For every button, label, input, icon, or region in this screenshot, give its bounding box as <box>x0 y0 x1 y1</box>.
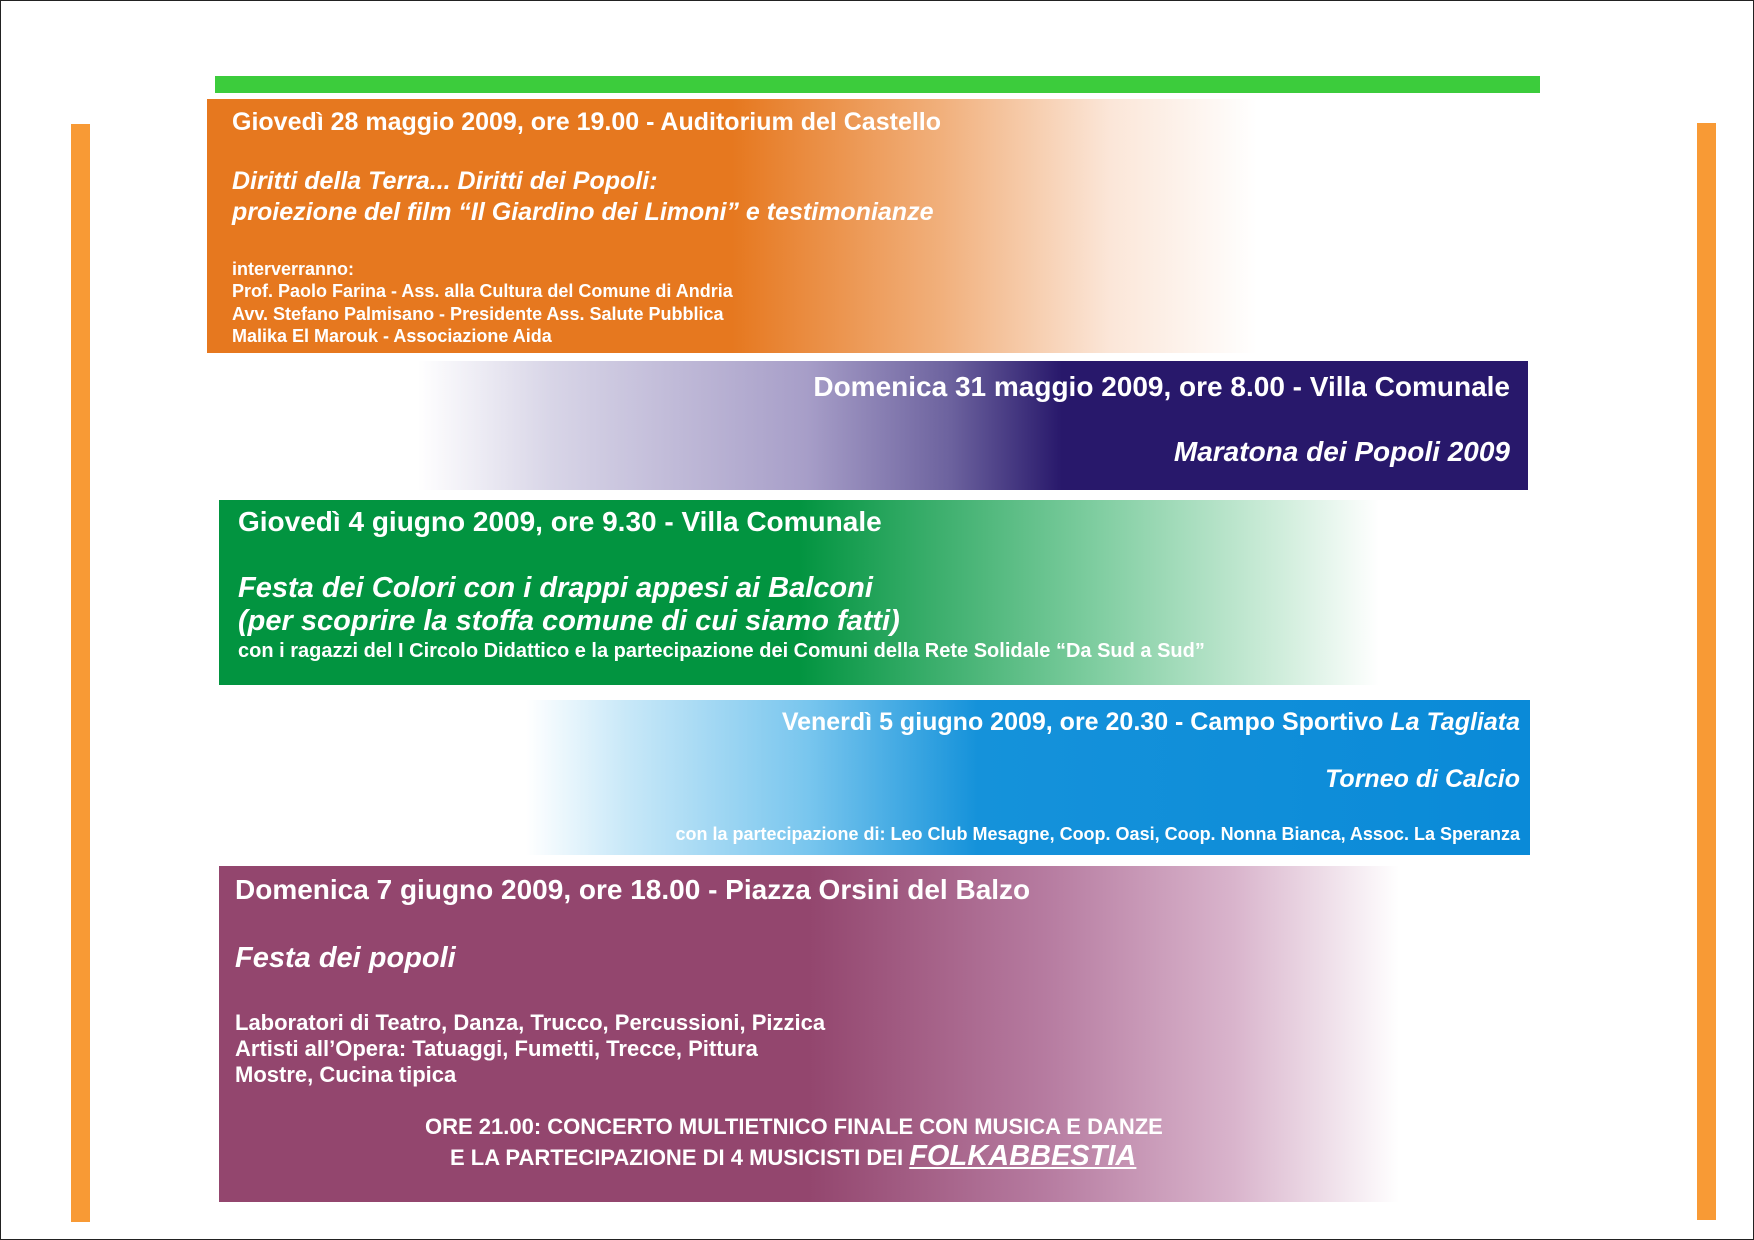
event-band-5 <box>219 866 1399 1202</box>
event-5-band-name: FOLKABBESTIA <box>909 1140 1137 1172</box>
event-5-activity: Mostre, Cucina tipica <box>235 1062 457 1087</box>
event-4-heading-line <box>782 708 1520 737</box>
event-3-heading: Giovedì 4 giugno 2009, ore 9.30 - Villa Comunale <box>238 506 882 537</box>
event-3-title-line1: Festa dei Colori con i drappi appesi ai Balconi <box>238 572 873 604</box>
event-band-4 <box>526 700 1530 855</box>
event-band-3 <box>219 500 1379 685</box>
left-orange-bar <box>71 124 90 1222</box>
event-2-title: Maratona dei Popoli 2009 <box>1173 436 1510 467</box>
right-orange-bar <box>1697 123 1716 1220</box>
event-3-note: con i ragazzi del I Circolo Didattico e la partecipazione dei Comuni della Rete Solidale “Da Sud a Sud” <box>238 640 1205 662</box>
event-5-activity: Artisti all’Opera: Tatuaggi, Fumetti, Trecce, Pittura <box>235 1036 758 1061</box>
event-band-2 <box>418 361 1528 490</box>
event-3-title-line2: (per scoprire la stoffa comune di cui siamo fatti) <box>238 605 900 637</box>
event-1-speaker: Malika El Marouk - Associazione Aida <box>232 326 552 346</box>
event-5-concert-text: E LA PARTECIPAZIONE DI 4 MUSICISTI DEI <box>450 1145 904 1170</box>
event-1-title-line2: proiezione del film “Il Giardino dei Limoni” e testimonianze <box>232 198 934 226</box>
event-5-concert-line1: ORE 21.00: CONCERTO MULTIETNICO FINALE CON MUSICA E DANZE <box>425 1114 1163 1139</box>
event-1-title-line1: Diritti della Terra... Diritti dei Popoli: <box>232 167 658 195</box>
event-5-concert-line2 <box>450 1140 1136 1173</box>
event-1-heading: Giovedì 28 maggio 2009, ore 19.00 - Auditorium del Castello <box>232 108 942 136</box>
event-5-activity: Laboratori di Teatro, Danza, Trucco, Percussioni, Pizzica <box>235 1010 826 1035</box>
event-4-note: con la partecipazione di: Leo Club Mesagne, Coop. Oasi, Coop. Nonna Bianca, Assoc. La Speranza <box>675 824 1520 844</box>
event-5-title: Festa dei popoli <box>235 942 456 974</box>
event-4-title: Torneo di Calcio <box>1325 765 1520 793</box>
event-4-heading: Venerdì 5 giugno 2009, ore 20.30 - Campo Sportivo <box>781 708 1384 736</box>
event-1-speakers-intro: interverranno: <box>232 259 355 279</box>
event-band-1 <box>207 99 1257 353</box>
event-4-venue: La Tagliata <box>1390 708 1520 736</box>
event-1-speaker: Prof. Paolo Farina - Ass. alla Cultura del Comune di Andria <box>232 281 733 301</box>
event-5-heading: Domenica 7 giugno 2009, ore 18.00 - Piazza Orsini del Balzo <box>235 874 1031 905</box>
event-1-speaker: Avv. Stefano Palmisano - Presidente Ass. Salute Pubblica <box>232 304 724 324</box>
event-2-heading: Domenica 31 maggio 2009, ore 8.00 - Villa Comunale <box>813 371 1510 402</box>
top-green-bar <box>215 76 1540 93</box>
